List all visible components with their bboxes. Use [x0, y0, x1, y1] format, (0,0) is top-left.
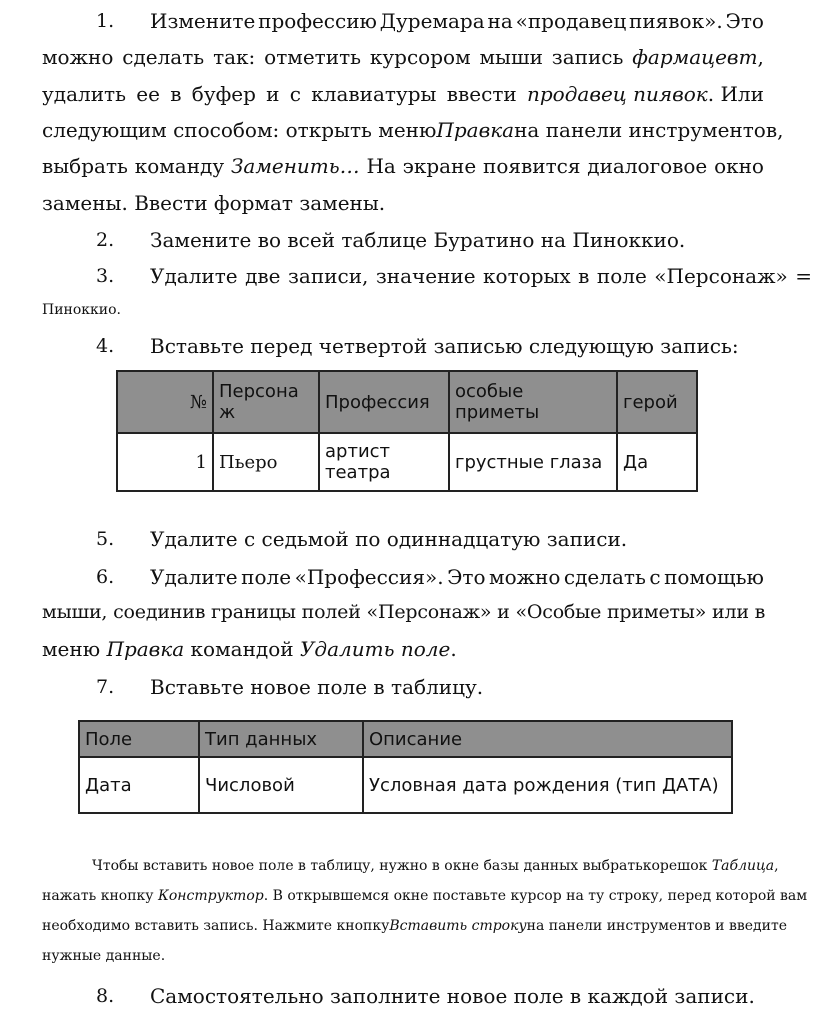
table-cell: Числовой — [199, 757, 363, 813]
header-cell: особые приметы — [449, 371, 617, 433]
item-6-line-3: меню Правка командой Удалить поле. — [42, 637, 457, 661]
item-1-line-2: можно сделать так: отметить курсором мыши запись фармацевт, — [42, 45, 764, 69]
header-cell: № — [117, 371, 213, 433]
header-cell: Персона ж — [213, 371, 319, 433]
record-table — [116, 370, 698, 492]
table-cell: грустные глаза — [449, 433, 617, 491]
table-cell: Пьеро — [213, 433, 319, 491]
item-1-line-6: замены. Ввести формат замены. — [42, 191, 386, 215]
item-1-line-3: удалить ее в буфер и с клавиатуры ввести продавец пиявок. Или — [42, 82, 764, 106]
note-line-3: необходимо вставить запись. Нажмите кнопку Вставить строку на панели инструментов и введите — [42, 918, 787, 934]
item-3-line-1: Удалите две записи, значение которых в поле «Персонаж» = — [150, 264, 812, 288]
table-cell: Да — [617, 433, 697, 491]
item-7-text: Вставьте новое поле в таблицу. — [150, 675, 484, 699]
header-cell: Описание — [363, 721, 732, 757]
table-row — [117, 433, 697, 491]
note-line-4: нужные данные. — [42, 948, 166, 964]
item-8-number: 8. — [96, 985, 115, 1007]
note-line-2: нажать кнопку Конструктор. В открывшемся окне поставьте курсор на ту строку, перед которой вам — [42, 888, 808, 904]
item-6-line-2: мыши, соединив границы полей «Персонаж» и «Особые приметы» или в — [42, 601, 766, 623]
note-line-1: Чтобы вставить новое поле в таблицу, нужно в окне базы данных выбратькорешок Таблица, — [92, 858, 779, 874]
header-cell: Профессия — [319, 371, 449, 433]
item-5-number: 5. — [96, 528, 115, 550]
header-cell: Поле — [79, 721, 199, 757]
item-6-number: 6. — [96, 566, 115, 588]
item-1-line-5: выбрать команду Заменить… На экране появится диалоговое окно — [42, 154, 764, 178]
item-7-number: 7. — [96, 676, 115, 698]
table-cell: Условная дата рождения (тип ДАТА) — [363, 757, 732, 813]
item-1-line-1: Измените профессию Дуремара на «продавец пиявок». Это — [150, 9, 764, 33]
header-cell: Тип данных — [199, 721, 363, 757]
item-8-text: Самостоятельно заполните новое поле в каждой записи. — [150, 984, 755, 1008]
table-cell: артист театра — [319, 433, 449, 491]
record-table-header — [117, 371, 697, 433]
item-3-line-2: Пиноккио. — [42, 302, 122, 318]
item-4-text: Вставьте перед четвертой записью следующую запись: — [150, 334, 739, 358]
item-4-number: 4. — [96, 335, 115, 357]
item-2-number: 2. — [96, 229, 115, 251]
item-5-text: Удалите с седьмой по одиннадцатую записи. — [150, 527, 628, 551]
item-2-text: Замените во всей таблице Буратино на Пиноккио. — [150, 228, 686, 252]
item-6-line-1: Удалите поле «Профессия». Это можно сделать с помощью — [150, 565, 764, 589]
field-table — [78, 720, 733, 814]
item-1-line-4: следующим способом: открыть меню Правка на панели инструментов, — [42, 118, 784, 142]
table-cell: 1 — [117, 433, 213, 491]
table-cell: Дата — [79, 757, 199, 813]
item-3-number: 3. — [96, 265, 115, 287]
field-table-header — [79, 721, 732, 757]
table-row — [79, 757, 732, 813]
header-cell: герой — [617, 371, 697, 433]
item-1-number: 1. — [96, 10, 115, 32]
